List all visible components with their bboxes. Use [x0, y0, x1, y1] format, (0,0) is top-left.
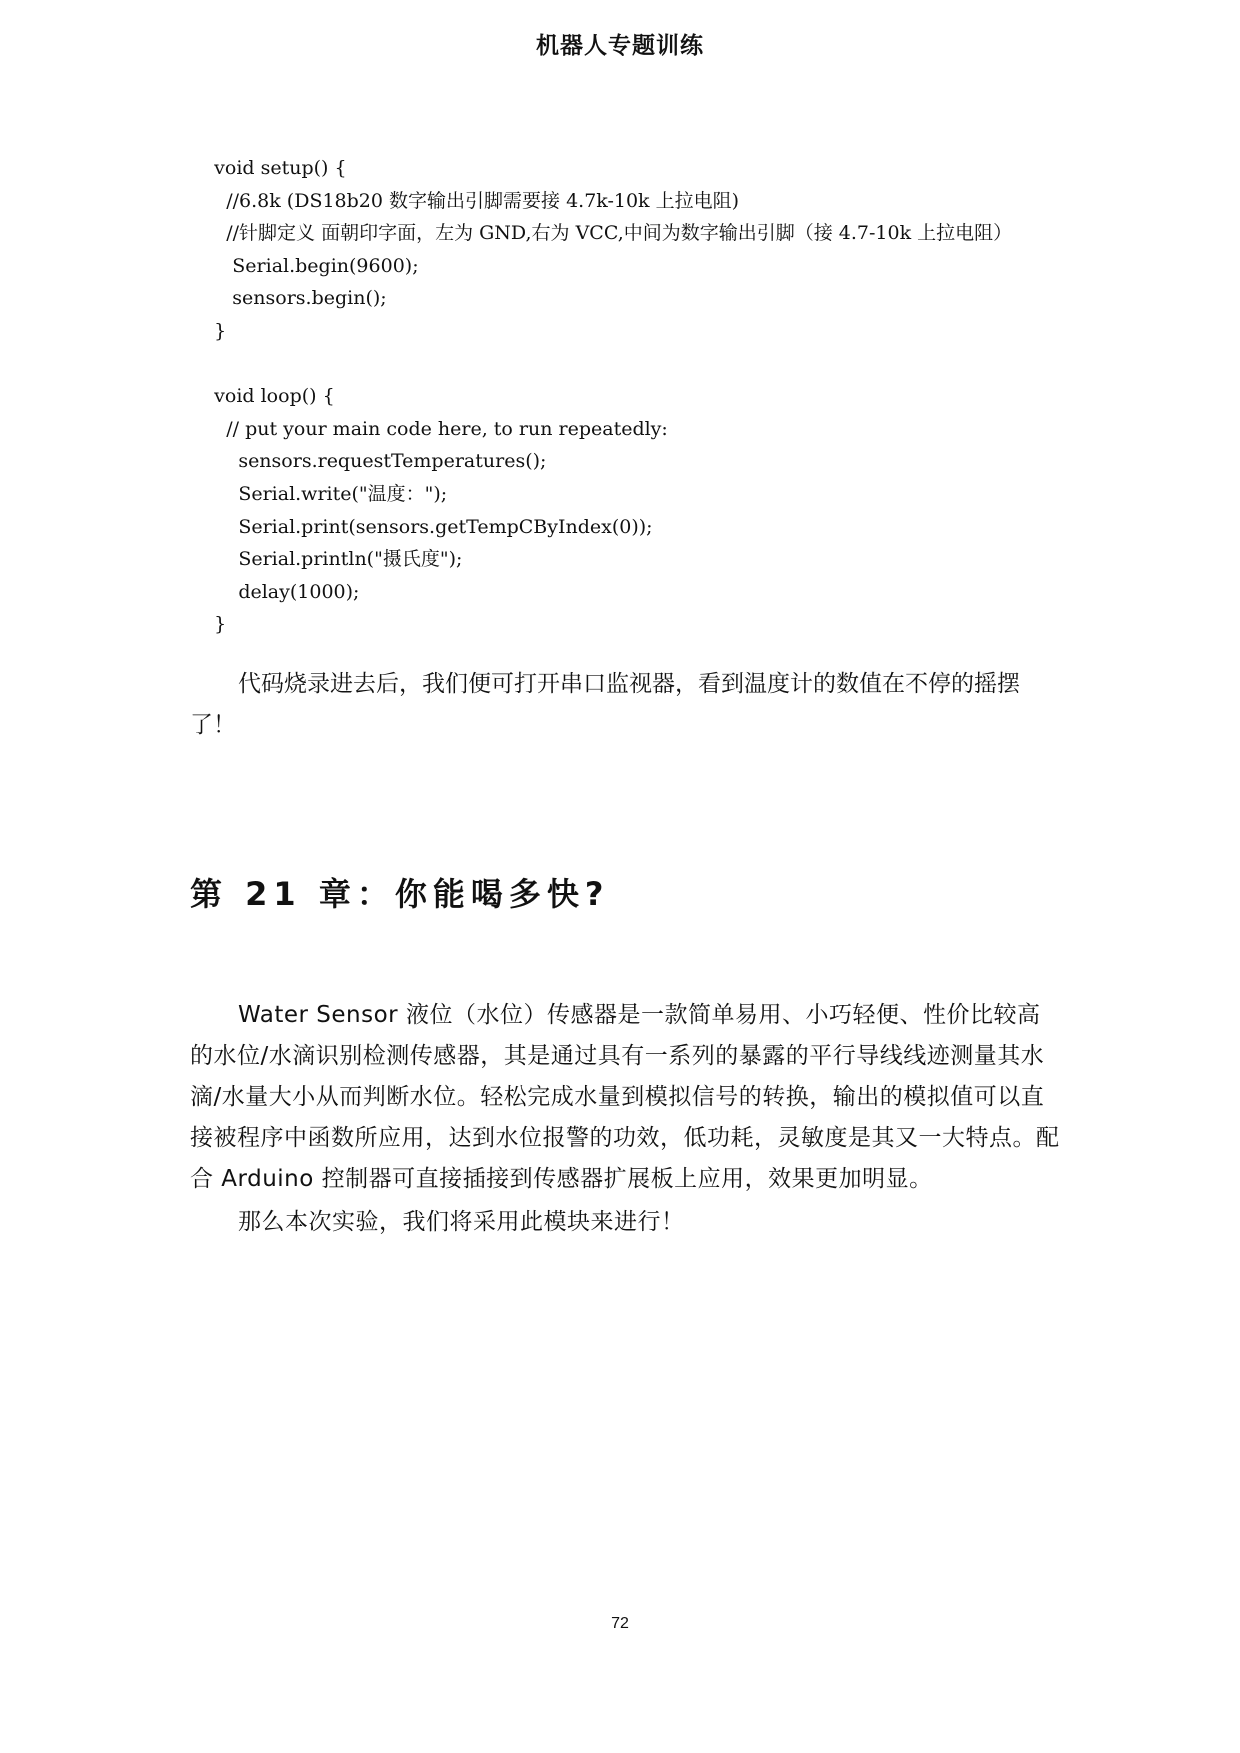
page-number: 72	[611, 1615, 629, 1632]
closing-paragraph-block	[190, 664, 1060, 746]
code-line: //针脚定义 面朝印字面，左为 GND,右为 VCC,中间为数字输出引脚（接 4.7-10k 上拉电阻）	[190, 222, 1013, 245]
intro-section	[190, 995, 1060, 1243]
code-line: // put your main code here, to run repeatedly:	[190, 417, 668, 440]
code-line: sensors.requestTemperatures();	[190, 450, 547, 473]
code-line: Serial.print(sensors.getTempCByIndex(0));	[190, 515, 653, 538]
code-block	[190, 152, 1060, 641]
code-line: void setup() {	[190, 157, 347, 179]
closing-paragraph: 代码烧录进去后，我们便可打开串口监视器，看到温度计的数值在不停的摇摆了！	[190, 671, 1020, 738]
code-line: Serial.println("摄氏度");	[190, 548, 463, 571]
page-header-title: 机器人专题训练	[536, 33, 704, 59]
intro-paragraph: 那么本次实验，我们将采用此模块来进行！	[238, 1209, 685, 1235]
code-line: void loop() {	[190, 385, 335, 408]
code-line: sensors.begin();	[190, 287, 387, 310]
code-line: }	[190, 319, 227, 342]
chapter-heading: 第 21 章：你能喝多快?	[190, 875, 610, 913]
code-line: //6.8k (DS18b20 数字输出引脚需要接 4.7k-10k 上拉电阻)	[190, 189, 740, 212]
code-line: Serial.begin(9600);	[190, 254, 419, 277]
code-line: Serial.write("温度：");	[190, 482, 448, 505]
intro-paragraph: Water Sensor 液位（水位）传感器是一款简单易用、小巧轻便、性价比较高的水位/水滴识别检测传感器，其是通过具有一系列的暴露的平行导线线迹测量其水滴/水量大小从而判断水位。轻松完成水量到模拟信号的转换，输出的模拟值可以直接被程序中函数所应用，达到水位报警的功效，低功耗，灵敏度是其又一大特点。配合 Arduino 控制器可直接插接到传感器扩展板上应用，效果更加明显。	[190, 1002, 1060, 1192]
code-line	[190, 348, 1060, 381]
code-line: }	[190, 613, 227, 636]
code-line: delay(1000);	[190, 580, 360, 603]
